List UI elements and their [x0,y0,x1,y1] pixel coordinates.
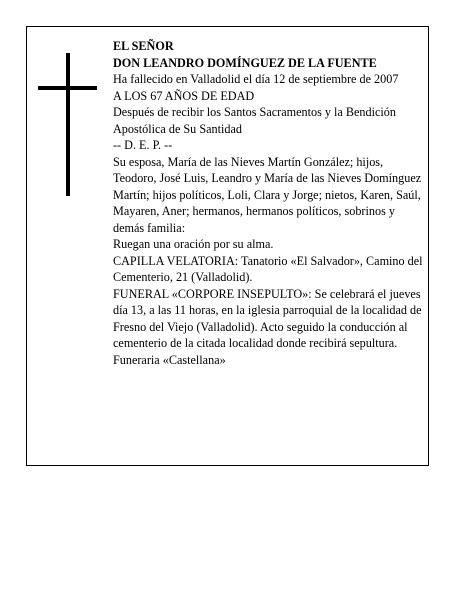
chapel-paragraph: CAPILLA VELATORIA: Tanatorio «El Salvador», Camino del Cementerio, 21 (Valladolid). [113,253,423,284]
funeral-home-line: Funeraria «Castellana» [113,352,226,367]
title: EL SEÑOR [113,39,174,53]
cross-horizontal-bar [38,86,97,90]
death-line: Ha fallecido en Valladolid el día 12 de septiembre de 2007 [113,72,399,86]
obituary-text [113,38,425,368]
funeral-paragraph: FUNERAL «CORPORE INSEPULTO»: Se celebrará el jueves día 13, a las 11 horas, en la iglesia parroquial de la localidad de Fresno del Viejo (Valladolid). Acto seguido la conducción al cementerio de la citada localidad donde recibirá sepultura. [113,286,422,350]
age-line: A LOS 67 AÑOS DE EDAD [113,88,255,103]
deceased-name: DON LEANDRO DOMÍNGUEZ DE LA FUENTE [113,55,377,70]
cross-vertical-bar [66,53,70,196]
rip-line: -- D. E. P. -- [113,138,173,152]
sacraments-line: Después de recibir los Santos Sacramentos y la Bendición Apostólica de Su Santidad [113,105,396,136]
prayer-line: Ruegan una oración por su alma. [113,237,274,251]
family-paragraph: Su esposa, María de las Nieves Martín González; hijos, Teodoro, José Luis, Leandro y María de las Nieves Domínguez Martín; hijos políticos, Loli, Clara y Jorge; nietos, Karen, Saúl, Mayaren, Aner; hermanos, hermanos políticos, sobrinos y demás familia: [113,154,422,235]
